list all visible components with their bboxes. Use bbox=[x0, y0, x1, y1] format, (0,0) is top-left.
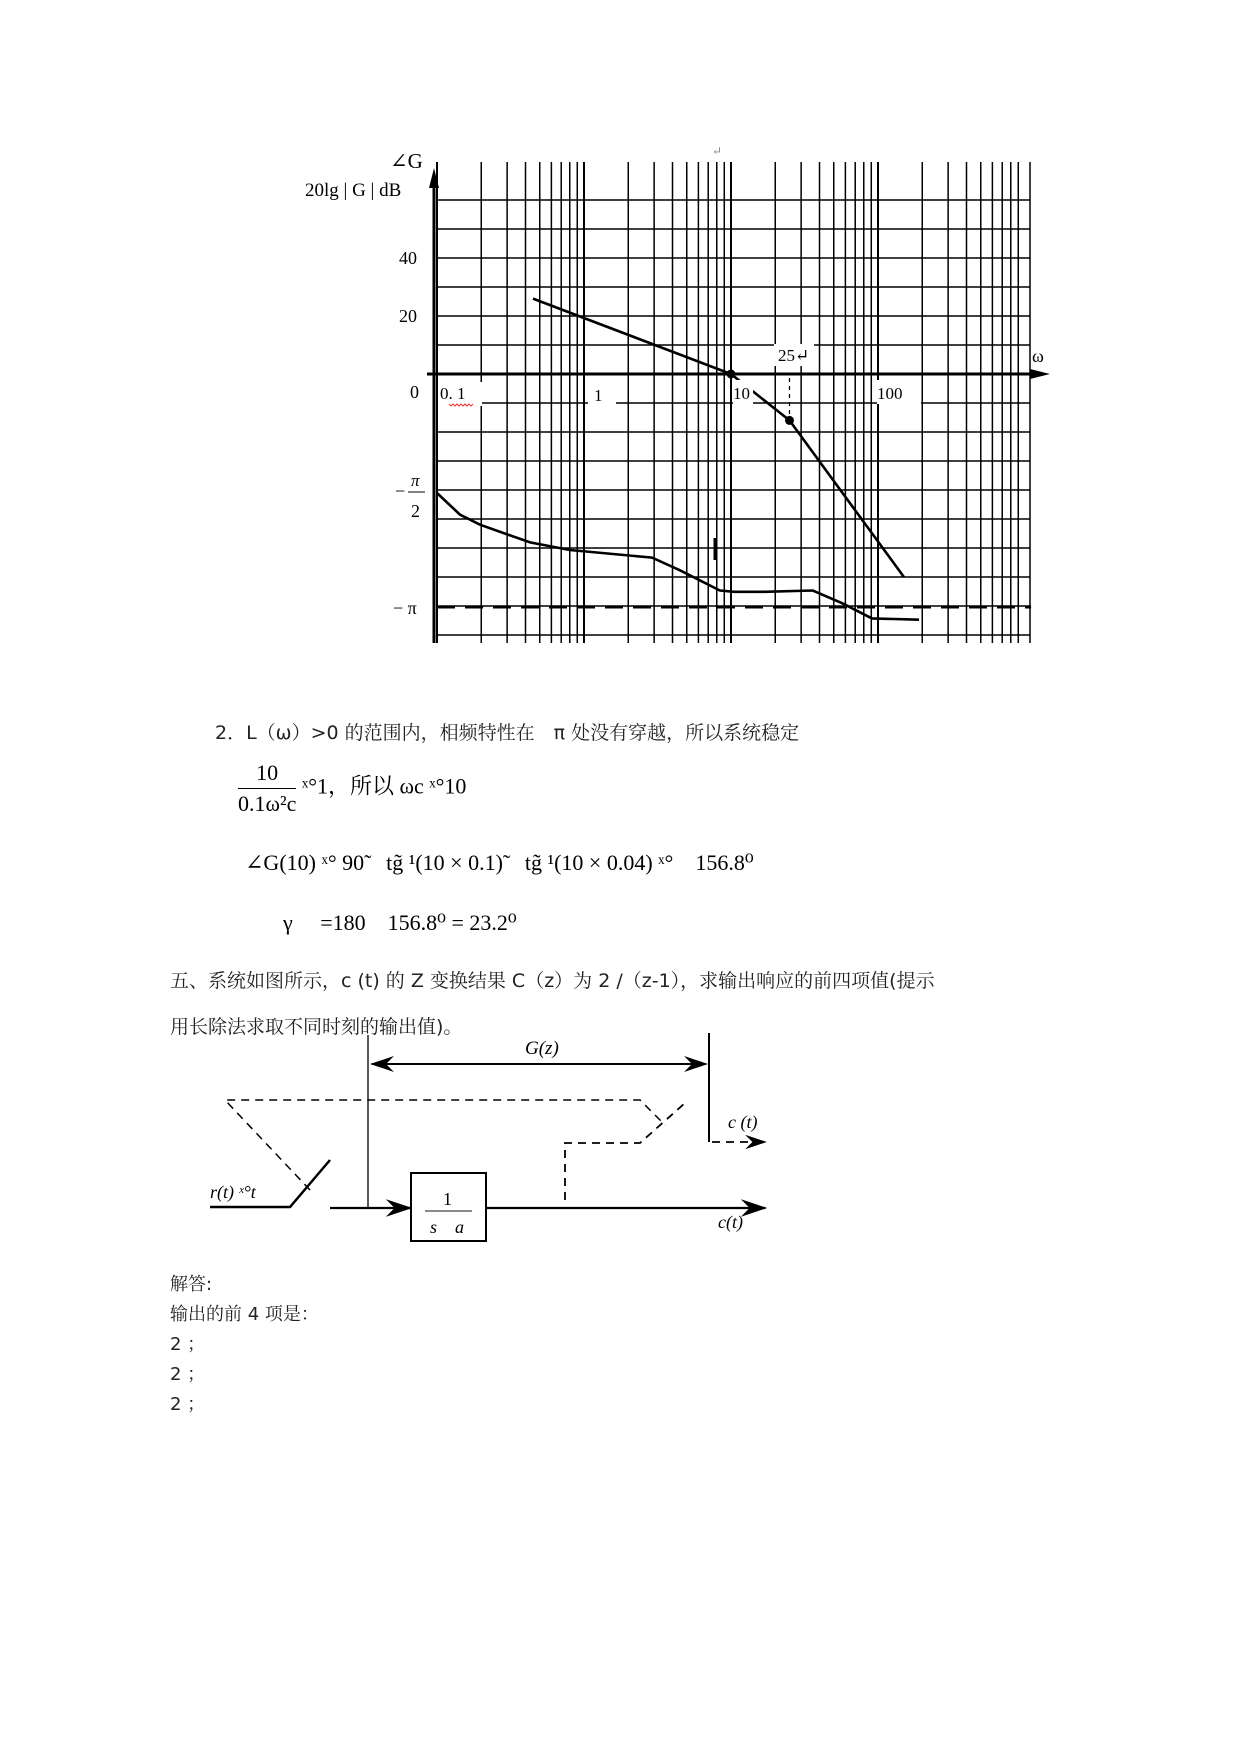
y-axis-label-phase: ∠G bbox=[390, 149, 423, 173]
series-phase bbox=[437, 493, 919, 620]
return-mark: ↵ bbox=[712, 144, 723, 158]
sampled-system-diagram bbox=[0, 1030, 1241, 1290]
question-five-line1: 五、系统如图所示，c (t) 的 Z 变换结果 C（z）为 2 /（z-1），求输出响应的前四项值(提示 bbox=[170, 970, 935, 992]
sampler-link-dashed bbox=[225, 1100, 665, 1190]
output-label: c(t) bbox=[718, 1212, 743, 1232]
bode-plot bbox=[0, 0, 1241, 680]
phase-tick-half-pi-den: 2 bbox=[411, 501, 420, 521]
equation-phase: ∠G(10) ˣ° 90̃ tg̃ ¹(10 × 0.1)̃ tg̃ ¹(10 × 0.04) ˣ° 156.8⁰ bbox=[245, 850, 754, 875]
x-tick-1: 1 bbox=[594, 386, 603, 405]
phase-tick-half-pi-minus: − bbox=[395, 481, 406, 501]
equation-crossover bbox=[238, 760, 466, 817]
stability-conclusion: 2．L（ω）>0 的范围内，相频特性在 π 处没有穿越，所以系统稳定 bbox=[215, 722, 800, 744]
y-tick-0: 0 bbox=[410, 382, 419, 402]
y-tick-20: 20 bbox=[399, 306, 417, 326]
output-sampler-dashed bbox=[565, 1103, 685, 1200]
fraction-numerator: 10 bbox=[238, 760, 296, 789]
answer-item: 2 ； bbox=[170, 1394, 206, 1415]
gz-label: G(z) bbox=[525, 1038, 559, 1059]
answer-item: 2 ； bbox=[170, 1364, 206, 1385]
x-tick-10: 10 bbox=[733, 384, 750, 403]
x-axis-arrow-icon bbox=[1030, 369, 1050, 379]
equation-crossover-result: ˣ°1，所以 ωc ˣ°10 bbox=[301, 773, 467, 799]
x-tick-100: 100 bbox=[877, 384, 903, 403]
block-denominator: s a bbox=[430, 1217, 465, 1237]
fraction-denominator: 0.1ω²c bbox=[238, 791, 297, 816]
equation-phase-margin: γ =180 156.8⁰ = 23.2⁰ bbox=[283, 910, 517, 935]
question-five-line2: 用长除法求取不同时刻的输出值)。 bbox=[170, 1016, 463, 1038]
y-axis-label-db: 20lg | G | dB bbox=[305, 180, 402, 201]
annotation-25: 25↵ bbox=[778, 346, 810, 365]
x-axis-label: ω bbox=[1032, 346, 1044, 366]
answer-item: 2 ； bbox=[170, 1334, 206, 1355]
answer-heading: 解答: bbox=[170, 1274, 213, 1295]
phase-tick-pi: − π bbox=[393, 598, 417, 618]
series-magnitude bbox=[533, 299, 904, 577]
data-point-marker bbox=[727, 370, 736, 379]
fraction bbox=[238, 760, 296, 817]
input-label: r(t) ˣ°t bbox=[210, 1182, 256, 1202]
x-tick-0-1: 0. 1 bbox=[440, 384, 466, 403]
y-tick-40: 40 bbox=[399, 248, 417, 268]
block-numerator: 1 bbox=[443, 1189, 452, 1209]
sampled-output-label: c (t) bbox=[728, 1112, 758, 1132]
answer-intro: 输出的前 4 项是： bbox=[170, 1304, 319, 1325]
phase-tick-half-pi-num: π bbox=[411, 471, 420, 490]
